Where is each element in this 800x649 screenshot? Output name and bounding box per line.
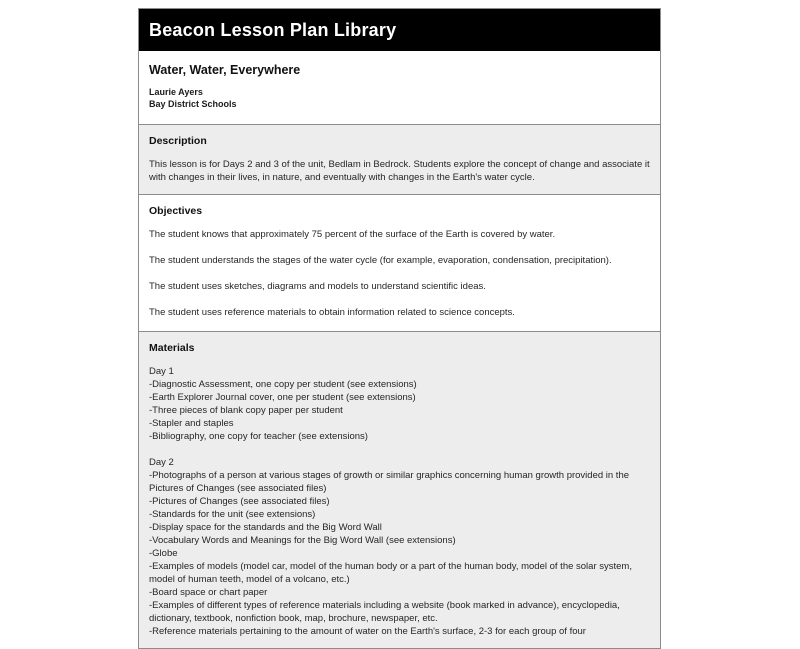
objective-item: The student uses sketches, diagrams and models to understand scientific ideas. [149,281,486,292]
objectives-heading: Objectives [149,205,203,217]
material-item: -Board space or chart paper [149,587,268,598]
material-item: -Pictures of Changes (see associated files) [149,496,330,507]
objectives-section [139,194,660,331]
objective-item: The student uses reference materials to obtain information related to science concepts. [149,307,515,318]
title-section [139,51,660,124]
material-item: -Photographs of a person at various stages of growth or similar graphics concerning human growth provided in the Pictures of Changes (see associated files) [149,470,630,494]
material-item: -Examples of models (model car, model of the human body or a part of the human body, model of the solar system, model of human teeth, model of a volcano, etc.) [149,561,632,585]
material-item: -Examples of different types of reference materials including a website (book marked in advance), encyclopedia, dictionary, textbook, nonfiction book, map, brochure, newspaper, etc. [149,600,620,624]
material-item: -Diagnostic Assessment, one copy per student (see extensions) [149,379,417,390]
description-heading: Description [149,135,207,147]
day-label: Day 2 [149,457,174,468]
material-item: -Vocabulary Words and Meanings for the Big Word Wall (see extensions) [149,535,456,546]
materials-section [139,331,660,648]
material-item: -Display space for the standards and the Big Word Wall [149,522,382,533]
site-header [139,9,660,51]
material-item: -Stapler and staples [149,418,234,429]
lesson-title: Water, Water, Everywhere [149,63,301,77]
material-item: -Reference materials pertaining to the amount of water on the Earth's surface, 2-3 for each group of four [149,626,586,637]
materials-heading: Materials [149,342,195,354]
lesson-plan-document [138,8,661,649]
objective-item: The student understands the stages of the water cycle (for example, evaporation, condensation, precipitation). [149,255,612,266]
objective-item: The student knows that approximately 75 percent of the surface of the Earth is covered by water. [149,229,556,240]
day-label: Day 1 [149,366,174,377]
material-item: -Standards for the unit (see extensions) [149,509,316,520]
author-name: Laurie Ayers [149,87,203,97]
material-item: -Three pieces of blank copy paper per student [149,405,343,416]
materials-day2-group [149,456,650,638]
description-text: This lesson is for Days 2 and 3 of the unit, Bedlam in Bedrock. Students explore the concept of change and associate it with changes in their lives, in nature, and eventually with changes in the Earth's water cycle. [149,159,650,183]
author-organization: Bay District Schools [149,98,237,109]
description-section [139,124,660,194]
materials-day1-group [149,365,650,443]
material-item: -Globe [149,548,178,559]
site-title: Beacon Lesson Plan Library [149,19,397,40]
material-item: -Earth Explorer Journal cover, one per student (see extensions) [149,392,416,403]
material-item: -Bibliography, one copy for teacher (see extensions) [149,431,368,442]
